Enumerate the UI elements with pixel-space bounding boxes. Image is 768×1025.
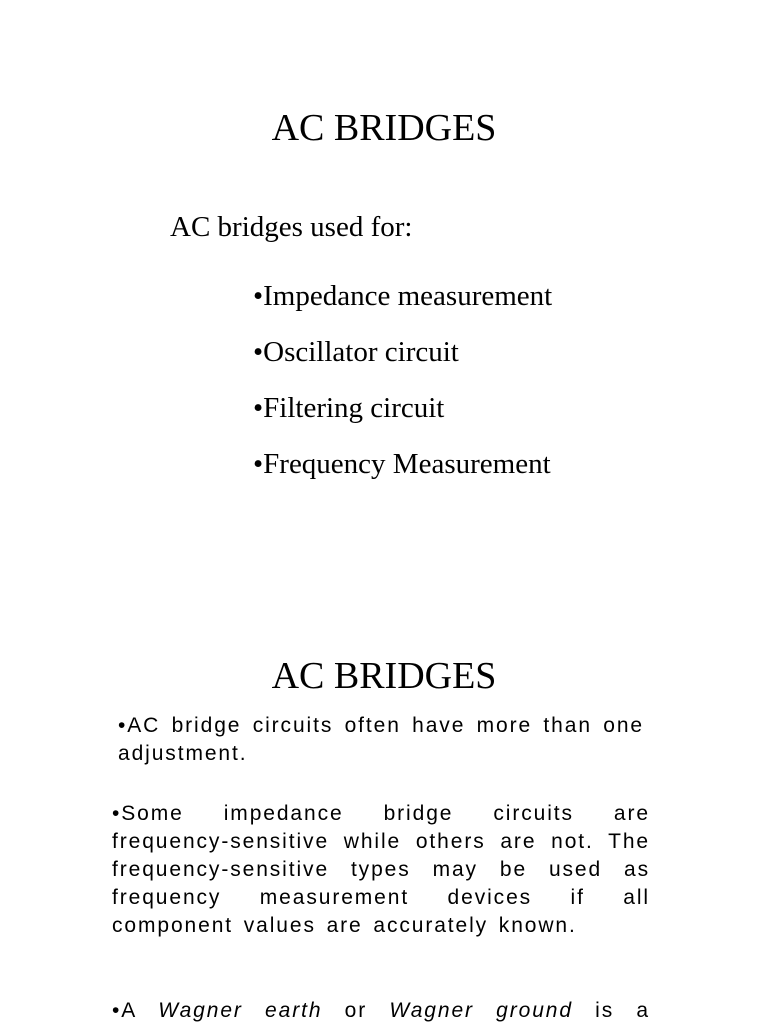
list-item: •Impedance measurement — [253, 280, 553, 312]
wagner-prefix: •A — [112, 999, 137, 1022]
paragraph-frequency-sensitive: •Some impedance bridge circuits are frequency-sensitive while others are not. The frequency-sensitive types may be used as frequency measurement devices if all component values are accurately known. — [112, 802, 650, 937]
wagner-earth-term: Wagner earth — [158, 999, 323, 1022]
intro-text: AC bridges used for: — [170, 211, 413, 243]
paragraph-adjustment: •AC bridge circuits often have more than one adjustment. — [118, 714, 644, 765]
list-item: •Oscillator circuit — [253, 336, 459, 368]
wagner-suffix: is a — [595, 999, 650, 1022]
wagner-connector: or — [344, 999, 368, 1022]
wagner-ground-term: Wagner ground — [389, 999, 573, 1022]
uses-list — [253, 276, 552, 500]
list-item: •Frequency Measurement — [253, 448, 551, 480]
list-item: •Filtering circuit — [253, 392, 445, 424]
paragraph-wagner-earth — [112, 997, 650, 1025]
slide-2-title: AC BRIDGES — [271, 655, 497, 697]
slide-1-title: AC BRIDGES — [271, 107, 497, 149]
